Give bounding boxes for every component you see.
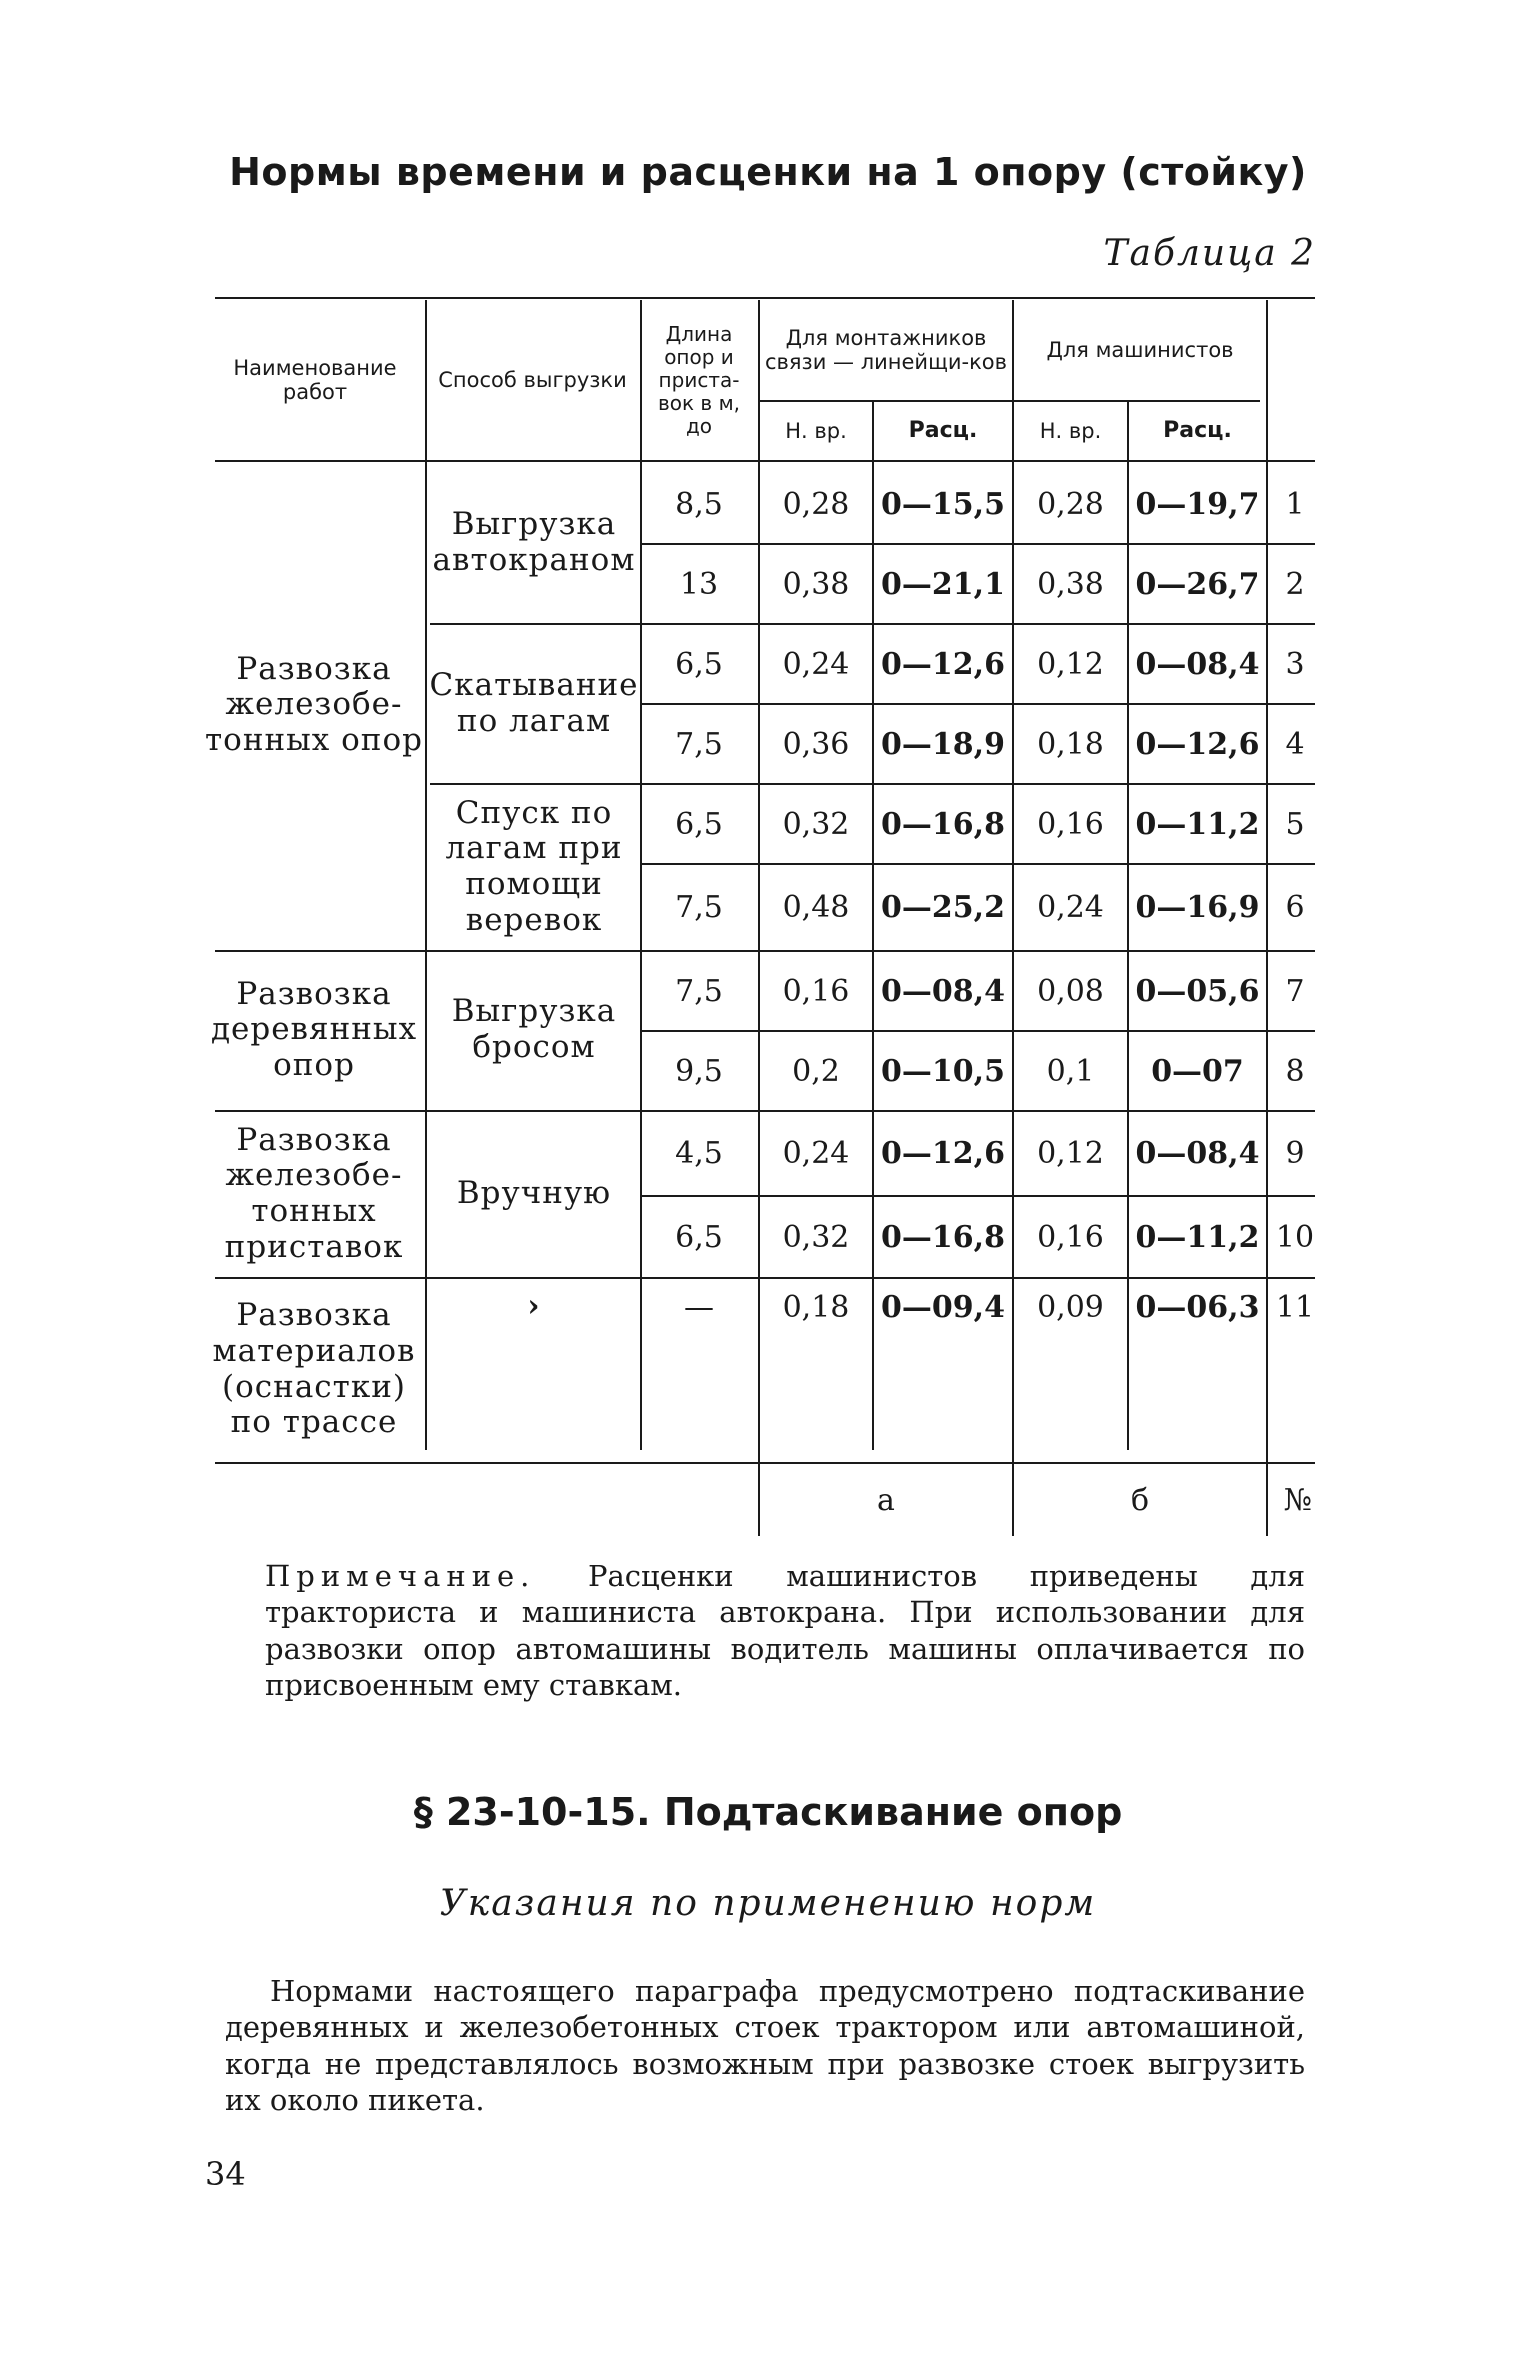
rate-b-cell: 0—11,2 (1135, 1219, 1260, 1255)
row-number: 10 (1275, 1219, 1315, 1255)
nvr-b-cell: 0,38 (1037, 566, 1104, 602)
nvr-a-cell: 0,18 (782, 1289, 850, 1325)
group-materials: Развозка материалов (оснастки) по трассе (212, 1297, 416, 1441)
nvr-a-cell: 0,38 (782, 566, 850, 602)
rate-a-cell: 0—15,5 (881, 486, 1005, 522)
row-number: 5 (1285, 806, 1305, 842)
note-label: Примечание. (265, 1559, 536, 1593)
nvr-b-cell: 0,1 (1046, 1053, 1095, 1089)
method-ropes: Спуск по лагам при помощи веревок (445, 794, 623, 938)
length-cell: 6,5 (675, 646, 723, 682)
length-cell: 7,5 (675, 726, 723, 762)
rate-b-cell: 0—11,2 (1135, 806, 1260, 842)
method-manual: Вручную (456, 1175, 612, 1212)
nvr-a-cell: 0,32 (782, 806, 850, 842)
nvr-b-cell: 0,09 (1037, 1289, 1104, 1325)
nvr-a-cell: 0,48 (782, 890, 850, 925)
group-rc-poles: Развозка железобе-тонных опор (205, 650, 423, 758)
header-installers: Для монтажников связи — линейщи-ков (764, 325, 1007, 374)
rate-a-cell: 0—10,5 (881, 1053, 1005, 1089)
length-cell: 8,5 (675, 486, 723, 522)
method-autocrane: Выгрузка автокраном (432, 505, 636, 578)
nvr-b-cell: 0,12 (1037, 646, 1104, 682)
length-cell: 6,5 (675, 1219, 723, 1255)
nvr-a-cell: 0,2 (792, 1053, 840, 1089)
page-title: Нормы времени и расценки на 1 опору (стойку) (229, 150, 1307, 194)
row-number: 2 (1285, 566, 1305, 602)
nvr-b-cell: 0,16 (1037, 806, 1104, 842)
header-length: Длина опор и пристa-вок в м, до (657, 321, 741, 438)
group-rc-attachments: Развозка железобе-тонных приставок (224, 1121, 404, 1265)
footer-col-b: б (1130, 1482, 1150, 1518)
group-wood-poles: Развозка деревянных опор (210, 975, 418, 1083)
rate-b-cell: 0—07 (1151, 1053, 1244, 1089)
method-same-mark: › (527, 1288, 541, 1325)
row-number: 3 (1285, 646, 1305, 682)
row-number: 1 (1285, 486, 1305, 522)
nvr-a-cell: 0,28 (782, 486, 850, 522)
rate-b-cell: 0—26,7 (1135, 566, 1260, 602)
page-number: 34 (205, 2155, 246, 2193)
rate-b-cell: 0—16,9 (1135, 890, 1260, 925)
method-rolling: Скатывание по лагам (429, 667, 639, 739)
rate-a-cell: 0—16,8 (881, 1219, 1005, 1255)
nvr-b-cell: 0,08 (1037, 973, 1104, 1009)
nvr-a-cell: 0,32 (782, 1219, 850, 1255)
nvr-b-cell: 0,28 (1037, 486, 1104, 522)
rate-a-cell: 0—08,4 (881, 973, 1005, 1009)
rate-a-cell: 0—25,2 (881, 890, 1005, 925)
row-number: 6 (1285, 890, 1305, 925)
nvr-a-cell: 0,36 (782, 726, 850, 762)
header-drivers: Для машинистов (1046, 337, 1234, 362)
rate-a-cell: 0—12,6 (881, 646, 1005, 682)
rate-b-cell: 0—08,4 (1135, 1136, 1260, 1171)
row-number: 7 (1285, 973, 1305, 1009)
nvr-b-cell: 0,18 (1037, 726, 1104, 762)
method-throwing: Выгрузка бросом (451, 993, 617, 1065)
note-text: Расценки машинистов приведены для тракториста и машиниста автокрана. При использовании для развозки опор автомашины водитель машины оплачивается по присвоенным ему ставкам. (265, 1559, 1305, 1702)
rate-a-cell: 0—12,6 (881, 1136, 1005, 1171)
nvr-b-cell: 0,24 (1037, 890, 1104, 925)
length-cell: 6,5 (675, 806, 723, 842)
row-number: 4 (1285, 726, 1305, 762)
length-cell: 7,5 (675, 973, 723, 1009)
rate-b-cell: 0—12,6 (1135, 726, 1260, 762)
footer-col-a: а (877, 1482, 895, 1518)
length-cell: 13 (679, 566, 719, 602)
body-paragraph: Нормами настоящего параграфа предусмотрено подтаскивание деревянных и железобетонных стоек трактором или автомашиной, когда не представлялось возможным при развозке стоек выгрузить их около пикета. (225, 1974, 1305, 2117)
rate-b-cell: 0—05,6 (1135, 973, 1260, 1009)
subsection-title: Указания по применению норм (439, 1883, 1097, 1924)
nvr-a-cell: 0,24 (782, 646, 850, 682)
header-nvr-a: Н. вр. (785, 418, 847, 443)
header-work: Наименование работ (233, 355, 397, 404)
nvr-a-cell: 0,24 (782, 1136, 850, 1171)
header-rate-b: Расц. (1163, 417, 1232, 443)
rate-b-cell: 0—08,4 (1135, 646, 1260, 682)
rate-a-cell: 0—18,9 (881, 726, 1005, 762)
header-method: Способ выгрузки (438, 367, 627, 392)
row-number: 9 (1285, 1136, 1305, 1171)
row-number: 11 (1275, 1289, 1315, 1325)
nvr-b-cell: 0,16 (1037, 1219, 1104, 1255)
header-rate-a: Расц. (908, 417, 978, 443)
nvr-a-cell: 0,16 (782, 973, 850, 1009)
nvr-b-cell: 0,12 (1037, 1136, 1104, 1171)
length-cell: 9,5 (675, 1053, 723, 1089)
rate-a-cell: 0—21,1 (881, 566, 1005, 602)
table-label: Таблица 2 (1103, 233, 1316, 274)
row-number: 8 (1285, 1053, 1305, 1089)
rate-b-cell: 0—06,3 (1135, 1289, 1260, 1325)
rate-a-cell: 0—09,4 (881, 1289, 1005, 1325)
rate-a-cell: 0—16,8 (881, 806, 1005, 842)
footer-col-no: № (1283, 1482, 1313, 1518)
rate-b-cell: 0—19,7 (1135, 486, 1260, 522)
header-nvr-b: Н. вр. (1039, 418, 1102, 443)
length-cell: — (684, 1289, 714, 1325)
length-cell: 7,5 (675, 890, 723, 925)
length-cell: 4,5 (675, 1136, 723, 1171)
table-note (265, 1558, 1305, 1703)
section-title: § 23-10-15. Подтаскивание опор (413, 1790, 1123, 1834)
